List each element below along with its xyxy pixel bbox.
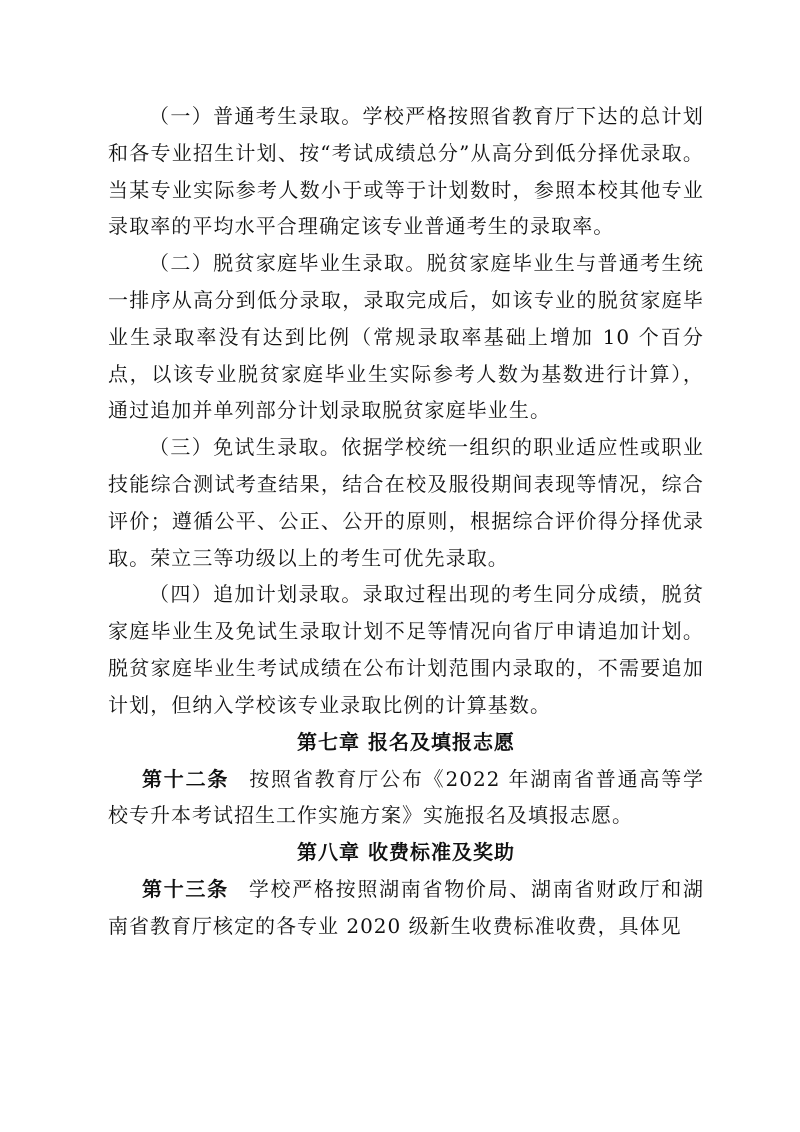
paragraph-additional-plan-admission: （四）追加计划录取。录取过程出现的考生同分成绩，脱贫家庭毕业生及免试生录取计划不足等情况向省厅申请追加计划。脱贫家庭毕业生考试成绩在公布计划范围内录取的，不需要追加计划，但纳入学校该专业录取比例的计算基数。 <box>108 582 704 717</box>
chapter-8-heading: 第八章 收费标准及奖助 <box>297 840 515 865</box>
document-page <box>108 98 704 945</box>
paragraph-exempt-admission: （三）免试生录取。依据学校统一组织的职业适应性或职业技能综合测试考查结果，结合在校及服役期间表现等情况，综合评价；遵循公平、公正、公开的原则，根据综合评价得分择优录取。荣立三等功级以上的考生可优先录取。 <box>108 435 704 570</box>
article-13 <box>108 871 704 945</box>
paragraph-poverty-graduate-admission: （二）脱贫家庭毕业生录取。脱贫家庭毕业生与普通考生统一排序从高分到低分录取，录取完成后，如该专业的脱贫家庭毕业生录取率没有达到比例（常规录取率基础上增加 10 个百分点，以该专业脱贫家庭毕业生实际参考人数为基数进行计算），通过追加并单列部分计划录取脱贫家庭毕业生。 <box>108 251 704 423</box>
article-13-text: 学校严格按照湖南省物价局、湖南省财政厅和湖南省教育厅核定的各专业 2020 级新生收费标准收费，具体见 <box>108 877 705 938</box>
article-12 <box>108 761 704 835</box>
chapter-7-heading: 第七章 报名及填报志愿 <box>297 729 515 754</box>
article-12-number: 第十二条 <box>142 766 230 791</box>
article-13-number: 第十三条 <box>142 877 229 902</box>
paragraph-regular-admission: （一）普通考生录取。学校严格按照省教育厅下达的总计划和各专业招生计划、按“考试成绩总分”从高分到低分择优录取。当某专业实际参考人数小于或等于计划数时，参照本校其他专业录取率的平均水平合理确定该专业普通考生的录取率。 <box>108 104 704 239</box>
article-12-text: 按照省教育厅公布《2022 年湖南省普通高等学校专升本考试招生工作实施方案》实施报名及填报志愿。 <box>108 766 704 828</box>
